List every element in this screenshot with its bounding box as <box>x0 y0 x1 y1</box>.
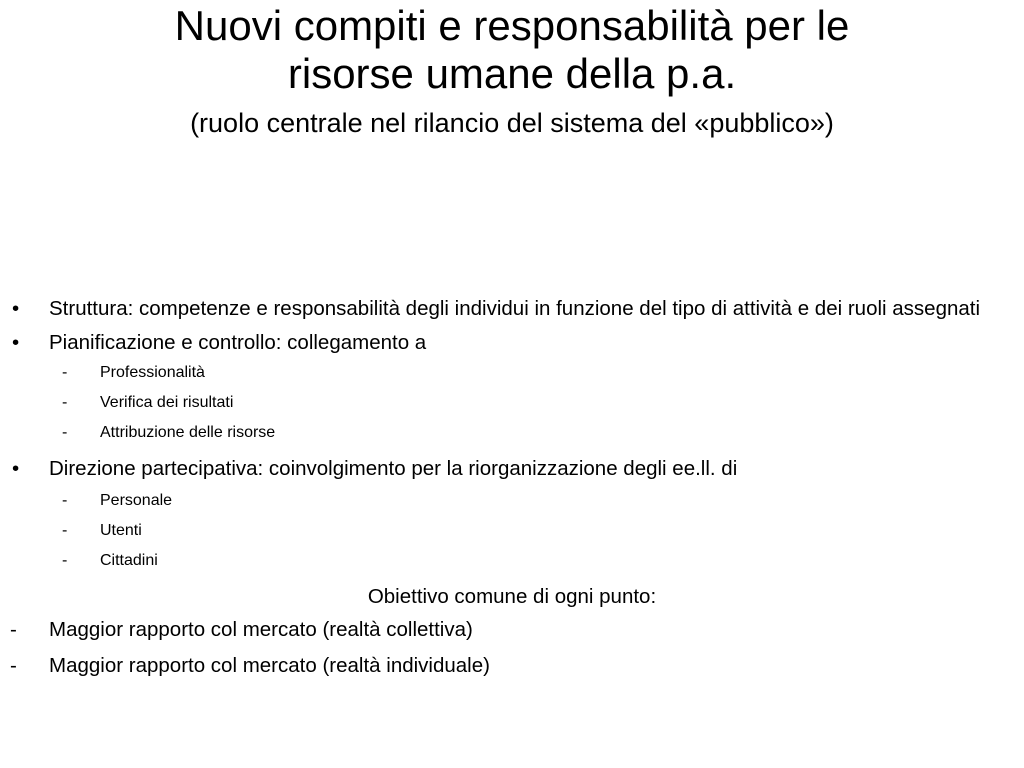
bullet-item-pianificazione <box>0 328 1015 358</box>
sub-item <box>0 486 1024 516</box>
bullet-text: Direzione partecipativa: coinvolgimento per la riorganizzazione degli ee.ll. di <box>49 457 738 480</box>
bullet-text: Pianificazione e controllo: collegamento a <box>49 331 427 354</box>
bullet-item-direzione <box>0 454 1015 484</box>
sub-item <box>0 388 1024 418</box>
sub-marker: - <box>62 394 68 411</box>
sublist-direzione <box>0 486 1024 576</box>
sub-marker: - <box>62 492 68 509</box>
dash-marker: - <box>10 654 17 677</box>
sub-text: Utenti <box>100 522 142 539</box>
sub-text: Cittadini <box>100 552 158 569</box>
bullet-text: Struttura: competenze e responsabilità degli individui in funzione del tipo di attività e dei ruoli assegnati <box>49 297 981 320</box>
sub-text: Attribuzione delle risorse <box>100 424 276 441</box>
bullet-item-struttura <box>0 294 1015 324</box>
bullet-marker: • <box>12 331 20 354</box>
sub-item <box>0 546 1024 576</box>
conclusion-item <box>0 648 1024 684</box>
slide-body <box>0 290 1024 684</box>
sub-item <box>0 418 1024 448</box>
sub-marker: - <box>62 424 68 441</box>
slide-title <box>30 2 994 140</box>
sub-marker: - <box>62 552 68 569</box>
sub-text: Verifica dei risultati <box>100 394 234 411</box>
sublist-pianificazione <box>0 358 1024 448</box>
conclusion-text: Maggior rapporto col mercato (realtà individuale) <box>49 654 490 677</box>
title-line-2: risorse umane della p.a. <box>287 50 737 97</box>
sub-marker: - <box>62 522 68 539</box>
conclusion-text: Maggior rapporto col mercato (realtà collettiva) <box>49 618 473 641</box>
sub-marker: - <box>62 364 68 381</box>
bullet-marker: • <box>12 457 20 480</box>
sub-text: Personale <box>100 492 173 509</box>
sub-item <box>0 516 1024 546</box>
sub-text: Professionalità <box>100 364 205 381</box>
conclusion-item <box>0 612 1024 648</box>
bullet-marker: • <box>12 297 20 320</box>
objective-heading: Obiettivo comune di ogni punto: <box>367 585 657 608</box>
title-line-1: Nuovi compiti e responsabilità per le <box>174 2 850 49</box>
dash-marker: - <box>10 618 17 641</box>
sub-item <box>0 358 1024 388</box>
slide-subtitle: (ruolo centrale nel rilancio del sistema del «pubblico») <box>190 108 834 138</box>
